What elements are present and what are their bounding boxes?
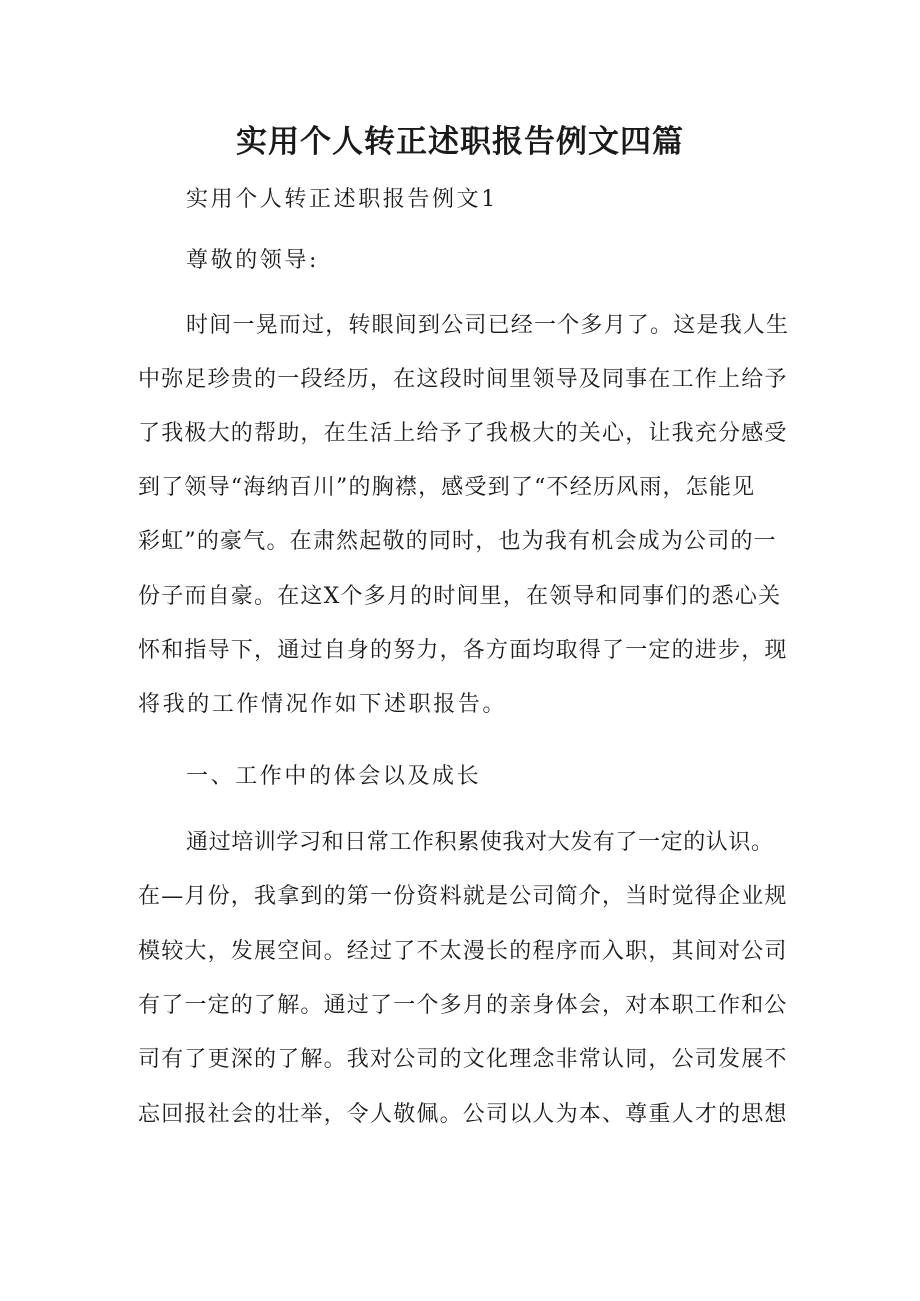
paragraph2-line-6: 忘回报社会的壮举，令人敬佩。公司以人为本、尊重人才的思想 <box>138 1102 788 1127</box>
paragraph1-line-2: 中弥足珍贵的一段经历，在这段时间里领导及同事在工作上给予 <box>138 367 788 392</box>
paragraph2-line-2: 在—月份，我拿到的第一份资料就是公司简介，当时觉得企业规 <box>138 884 788 909</box>
paragraph1-line-4: 到了领导“海纳百川”的胸襟，感受到了“不经历风雨，怎能见 <box>138 475 756 500</box>
paragraph1-line-8: 将我的工作情况作如下述职报告。 <box>138 692 508 717</box>
subheading-work-experience: 一、工作中的体会以及成长 <box>186 764 482 789</box>
paragraph1-line-7: 怀和指导下，通过自身的努力，各方面均取得了一定的进步，现 <box>138 638 788 663</box>
paragraph1-line-1: 时间一晃而过，转眼间到公司已经一个多月了。这是我人生 <box>186 313 790 338</box>
paragraph1-line-3: 了我极大的帮助，在生活上给予了我极大的关心，让我充分感受 <box>138 421 788 446</box>
paragraph2-line-1: 通过培训学习和日常工作积累使我对大发有了一定的认识。 <box>186 830 774 855</box>
document-title: 实用个人转正述职报告例文四篇 <box>236 124 684 160</box>
salutation: 尊敬的领导: <box>186 248 320 273</box>
paragraph1-line-5: 彩虹”的豪气。在肃然起敬的同时，也为我有机会成为公司的一 <box>138 529 777 554</box>
paragraph1-line-6: 份子而自豪。在这X个多月的时间里，在领导和同事们的悉心关 <box>138 584 782 609</box>
paragraph2-line-3: 模较大，发展空间。经过了不太漫长的程序而入职，其间对公司 <box>138 939 788 964</box>
paragraph2-line-4: 有了一定的了解。通过了一个多月的亲身体会，对本职工作和公 <box>138 993 788 1018</box>
section-heading: 实用个人转正述职报告例文1 <box>186 187 498 212</box>
paragraph2-line-5: 司有了更深的了解。我对公司的文化理念非常认同，公司发展不 <box>138 1047 788 1072</box>
